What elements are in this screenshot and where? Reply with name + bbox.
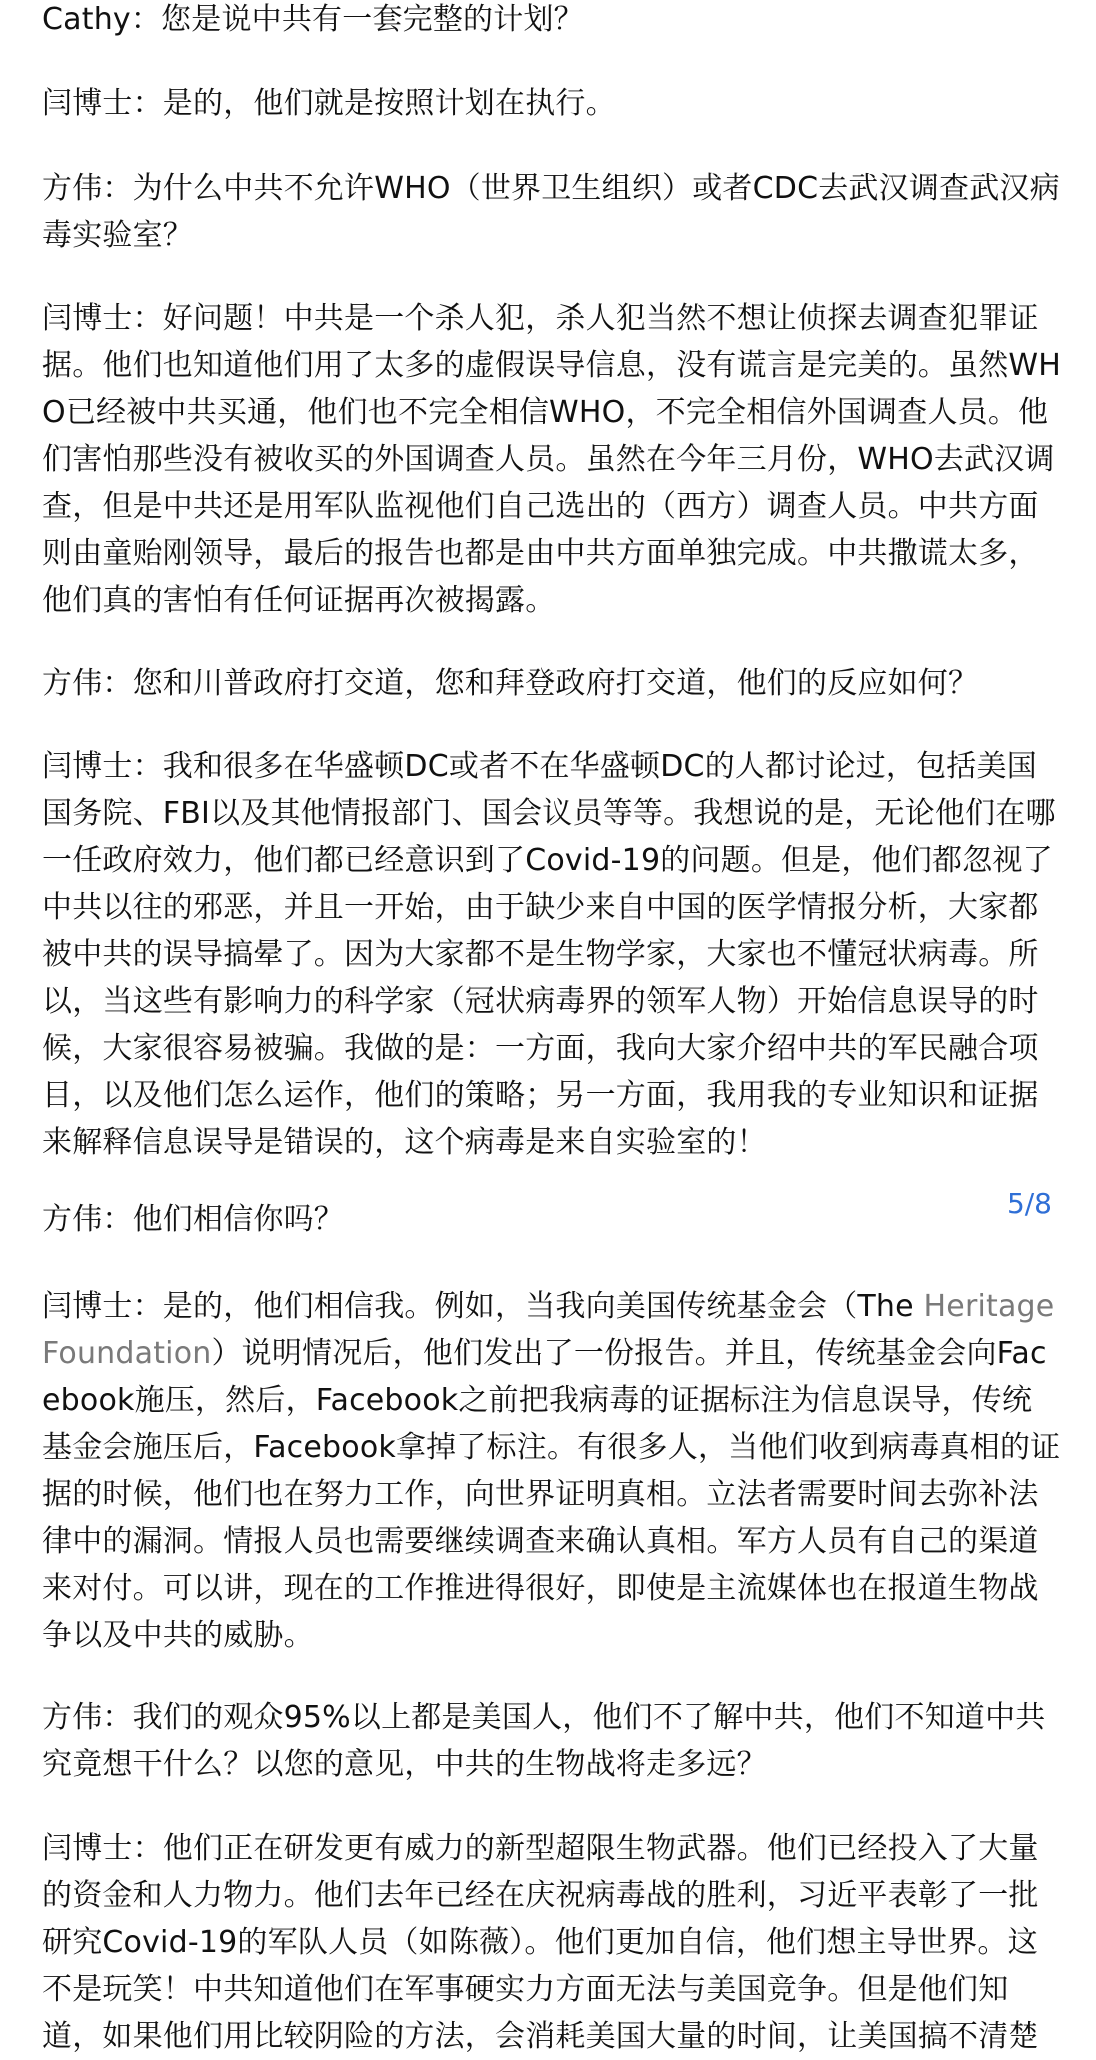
heritage-foundation-text: Heritage Foundation [42, 1289, 1055, 1371]
paragraph-fangwei-question-who: 方伟：为什么中共不允许WHO（世界卫生组织）或者CDC去武汉调查武汉病毒实验室？ [42, 171, 1060, 253]
paragraph-cathy-question: Cathy：您是说中共有一套完整的计划？ [42, 2, 584, 37]
page-indicator: 5/8 [1006, 1187, 1052, 1220]
paragraph-text-part: 闫博士：是的，他们相信我。例如，当我向美国传统基金会（The [42, 1289, 924, 1324]
paragraph-dr-yan-answer-plan: 闫博士：是的，他们就是按照计划在执行。 [42, 86, 616, 121]
paragraph-fangwei-question-trust: 方伟：他们相信你吗？ [42, 1202, 344, 1237]
paragraph-dr-yan-answer-bioweapons: 闫博士：他们正在研发更有威力的新型超限生物武器。他们已经投入了大量的资金和人力物力。他们去年已经在庆祝病毒战的胜利，习近平表彰了一批研究Covid-19的军队人员（如陈薇）。他们更加自信，他们想主导世界。这不是玩笑！中共知道他们在军事硬实力方面无法与美国竞争。但是他们知道，如果他们用比较阴险的方法，会消耗美国大量的时间，让美国搞不清楚 [42, 1831, 1039, 2054]
paragraph-fangwei-question-audience: 方伟：我们的观众95%以上都是美国人，他们不了解中共，他们不知道中共究竟想干什么？以您的意见，中共的生物战将走多远？ [42, 1700, 1046, 1782]
paragraph-dr-yan-answer-administrations: 闫博士：我和很多在华盛顿DC或者不在华盛顿DC的人都讨论过，包括美国国务院、FBI以及其他情报部门、国会议员等等。我想说的是，无论他们在哪一任政府效力，他们都已经意识到了Covid-19的问题。但是，他们都忽视了中共以往的邪恶，并且一开始，由于缺少来自中国的医学情报分析，大家都被中共的误导搞晕了。因为大家都不是生物学家，大家也不懂冠状病毒。所以，当这些有影响力的科学家（冠状病毒界的领军人物）开始信息误导的时候，大家很容易被骗。我做的是：一方面，我向大家介绍中共的军民融合项目，以及他们怎么运作，他们的策略；另一方面，我用我的专业知识和证据来解释信息误导是错误的，这个病毒是来自实验室的！ [42, 749, 1056, 1160]
paragraph-text-part: ）说明情况后，他们发出了一份报告。并且，传统基金会向Facebook施压，然后，Facebook之前把我病毒的证据标注为信息误导，传统基金会施压后，Facebook拿掉了标注。有很多人，当他们收到病毒真相的证据的时候，他们也在努力工作，向世界证明真相。立法者需要时间去弥补法律中的漏洞。情报人员也需要继续调查来确认真相。军方人员有自己的渠道来对付。可以讲，现在的工作推进得很好，即使是主流媒体也在报道生物战争以及中共的威胁。 [42, 1336, 1061, 1653]
paragraph-dr-yan-answer-trust [42, 1283, 1062, 1659]
paragraph-dr-yan-answer-who: 闫博士：好问题！中共是一个杀人犯，杀人犯当然不想让侦探去调查犯罪证据。他们也知道他们用了太多的虚假误导信息，没有谎言是完美的。虽然WHO已经被中共买通，他们也不完全相信WHO，不完全相信外国调查人员。他们害怕那些没有被收买的外国调查人员。虽然在今年三月份，WHO去武汉调查，但是中共还是用军队监视他们自己选出的（西方）调查人员。中共方面则由童贻刚领导，最后的报告也都是由中共方面单独完成。中共撒谎太多，他们真的害怕有任何证据再次被揭露。 [42, 301, 1062, 618]
paragraph-fangwei-question-administrations: 方伟：您和川普政府打交道，您和拜登政府打交道，他们的反应如何？ [42, 666, 979, 701]
